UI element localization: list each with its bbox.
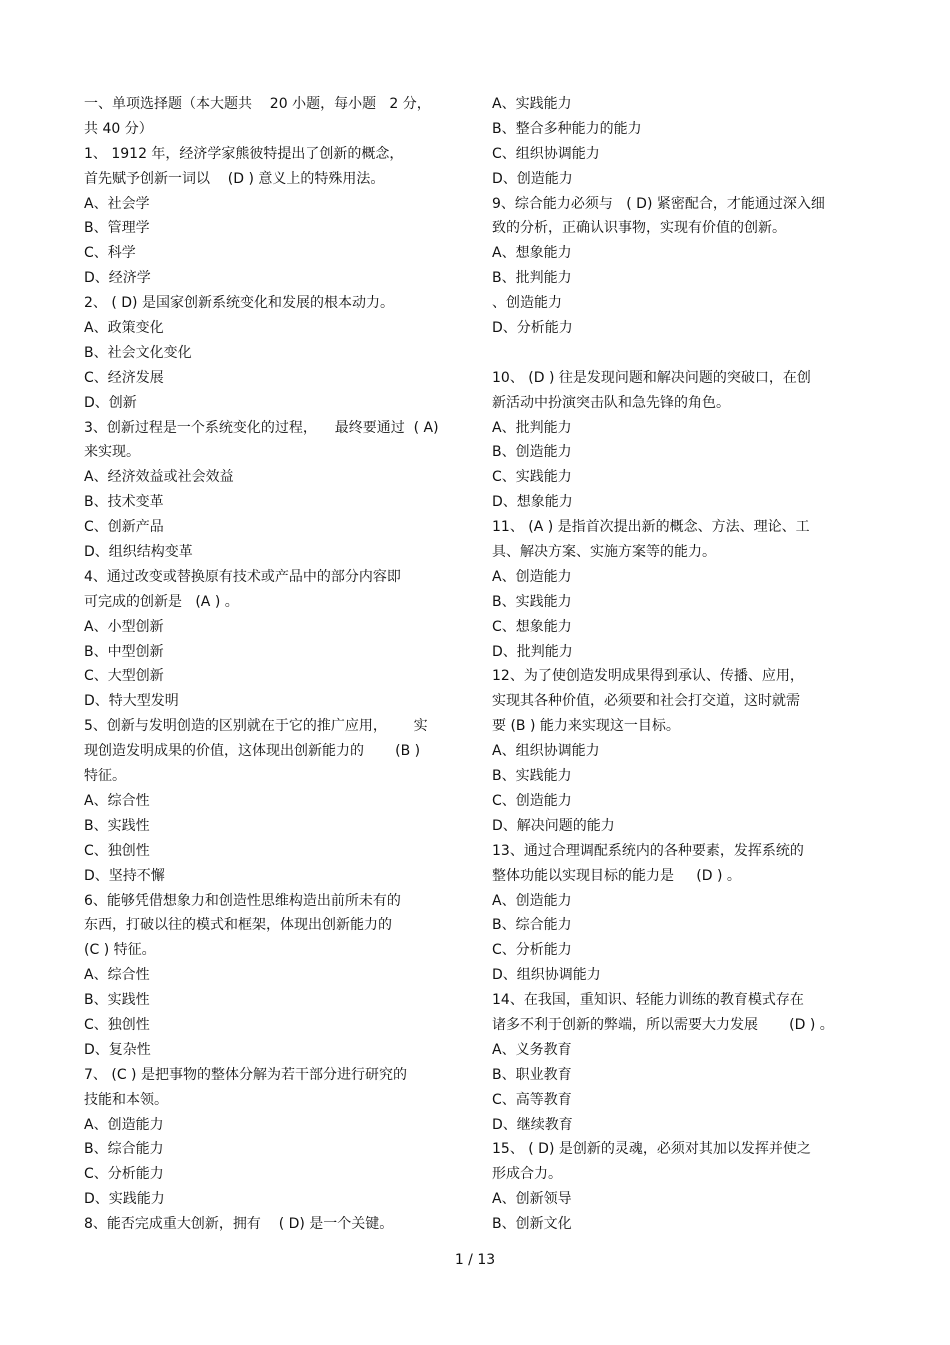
text-line: A、综合性 <box>84 967 150 984</box>
text-line: 3、创新过程是一个系统变化的过程， 最终要通过 ( A) <box>84 419 439 436</box>
text-line: 致的分析，正确认识事物，实现有价值的创新。 <box>492 220 786 237</box>
text-line: 特征。 <box>84 768 126 785</box>
text-line: 14、在我国，重知识、轻能力训练的教育模式存在 <box>492 992 804 1009</box>
text-line: D、分析能力 <box>492 320 573 337</box>
text-line: D、经济学 <box>84 270 151 287</box>
text-line: 2、 ( D) 是国家创新系统变化和发展的根本动力。 <box>84 295 394 312</box>
text-line: 12、为了使创造发明成果得到承认、传播、应用， <box>492 668 804 685</box>
text-line: A、创造能力 <box>492 892 572 909</box>
text-line: C、高等教育 <box>492 1091 572 1108</box>
text-line: C、分析能力 <box>84 1166 164 1183</box>
text-line: 15、 ( D) 是创新的灵魂，必须对其加以发挥并使之 <box>492 1141 811 1158</box>
text-line: B、创造能力 <box>492 444 572 461</box>
text-line: A、批判能力 <box>492 419 572 436</box>
text-line: A、经济效益或社会效益 <box>84 469 234 486</box>
text-line: C、创新产品 <box>84 519 164 536</box>
text-line: C、创造能力 <box>492 792 572 809</box>
text-line: D、组织协调能力 <box>492 967 601 984</box>
text-line: C、组织协调能力 <box>492 145 600 162</box>
text-line: C、实践能力 <box>492 469 572 486</box>
text-line: B、实践能力 <box>492 768 572 785</box>
text-line: 6、能够凭借想象力和创造性思维构造出前所未有的 <box>84 892 401 909</box>
text-line: A、创新领导 <box>492 1191 572 1208</box>
text-line: 整体功能以实现目标的能力是 (D ) 。 <box>492 867 741 884</box>
text-line: C、经济发展 <box>84 369 164 386</box>
text-line: 一、单项选择题（本大题共 20 小题，每小题 2 分， <box>84 96 431 112</box>
text-line: D、特大型发明 <box>84 693 179 710</box>
text-line: D、继续教育 <box>492 1116 573 1133</box>
text-line: B、中型创新 <box>84 643 164 660</box>
text-line: B、实践性 <box>84 817 150 834</box>
text-line: 技能和本领。 <box>84 1091 168 1108</box>
text-line: A、组织协调能力 <box>492 743 600 760</box>
text-line: A、创造能力 <box>84 1116 164 1133</box>
text-line: 诸多不利于创新的弊端，所以需要大力发展 (D ) 。 <box>492 1016 834 1033</box>
page-number: 1 / 13 <box>454 1252 496 1268</box>
text-line: D、创造能力 <box>492 170 573 187</box>
text-line: A、想象能力 <box>492 245 572 262</box>
text-line: 13、通过合理调配系统内的各种要素，发挥系统的 <box>492 842 804 859</box>
text-line: B、综合能力 <box>492 917 572 934</box>
text-line: 要 (B ) 能力来实现这一目标。 <box>492 718 680 735</box>
text-line: D、实践能力 <box>84 1191 165 1208</box>
text-line: B、管理学 <box>84 220 150 237</box>
text-line: 10、 (D ) 往是发现问题和解决问题的突破口，在创 <box>492 369 811 386</box>
text-line: C、想象能力 <box>492 618 572 635</box>
text-line: 形成合力。 <box>492 1166 562 1183</box>
text-line: B、创新文化 <box>492 1216 572 1233</box>
text-line: A、义务教育 <box>492 1041 572 1058</box>
text-line: 8、能否完成重大创新，拥有 ( D) 是一个关键。 <box>84 1216 394 1233</box>
text-line: 7、 (C ) 是把事物的整体分解为若干部分进行研究的 <box>84 1066 407 1083</box>
text-line: B、技术变革 <box>84 494 164 511</box>
text-line: B、实践能力 <box>492 593 572 610</box>
text-line: B、职业教育 <box>492 1066 572 1083</box>
text-line: 具、解决方案、实施方案等的能力。 <box>492 544 716 561</box>
text-line: C、独创性 <box>84 1016 150 1033</box>
text-line: A、政策变化 <box>84 320 164 337</box>
text-line: D、组织结构变革 <box>84 544 193 561</box>
text-line: 现创造发明成果的价值，这体现出创新能力的 (B ) <box>84 743 421 760</box>
text-line: 、创造能力 <box>492 295 562 312</box>
text-line: 5、创新与发明创造的区别就在于它的推广应用， 实 <box>84 718 428 735</box>
text-line: D、复杂性 <box>84 1041 151 1058</box>
text-line: 东西，打破以往的模式和框架，体现出创新能力的 <box>84 917 392 934</box>
right-column <box>492 92 872 1237</box>
text-line: 可完成的创新是 (A ) 。 <box>84 593 239 610</box>
text-line: D、批判能力 <box>492 643 573 660</box>
text-line: B、整合多种能力的能力 <box>492 120 642 137</box>
text-line: A、实践能力 <box>492 96 572 112</box>
text-line: C、独创性 <box>84 842 150 859</box>
text-line: A、社会学 <box>84 195 150 212</box>
text-line: B、综合能力 <box>84 1141 164 1158</box>
text-line: C、科学 <box>84 245 136 262</box>
text-line: D、解决问题的能力 <box>492 817 615 834</box>
left-column <box>84 92 464 1237</box>
text-line: C、大型创新 <box>84 668 164 685</box>
text-line: 新活动中扮演突击队和急先锋的角色。 <box>492 394 730 411</box>
text-line: 实现其各种价值，必须要和社会打交道，这时就需 <box>492 693 800 710</box>
text-line: 11、 (A ) 是指首次提出新的概念、方法、理论、工 <box>492 519 810 536</box>
text-line: 9、综合能力必须与 ( D) 紧密配合，才能通过深入细 <box>492 195 825 212</box>
text-line: 首先赋予创新一词以 (D ) 意义上的特殊用法。 <box>84 170 385 187</box>
text-line: (C ) 特征。 <box>84 942 156 959</box>
text-line <box>492 341 872 366</box>
text-line: 来实现。 <box>84 444 140 461</box>
text-line: D、想象能力 <box>492 494 573 511</box>
text-line: B、批判能力 <box>492 270 572 287</box>
text-line: 共 40 分） <box>84 120 153 137</box>
text-line: 4、通过改变或替换原有技术或产品中的部分内容即 <box>84 568 401 585</box>
text-line: A、小型创新 <box>84 618 164 635</box>
text-line: A、综合性 <box>84 792 150 809</box>
text-line: D、坚持不懈 <box>84 867 165 884</box>
text-line: B、实践性 <box>84 992 150 1009</box>
text-line: D、创新 <box>84 394 137 411</box>
text-line: A、创造能力 <box>492 568 572 585</box>
text-line: C、分析能力 <box>492 942 572 959</box>
text-line: 1、 1912 年，经济学家熊彼特提出了创新的概念， <box>84 145 404 162</box>
text-line: B、社会文化变化 <box>84 344 192 361</box>
